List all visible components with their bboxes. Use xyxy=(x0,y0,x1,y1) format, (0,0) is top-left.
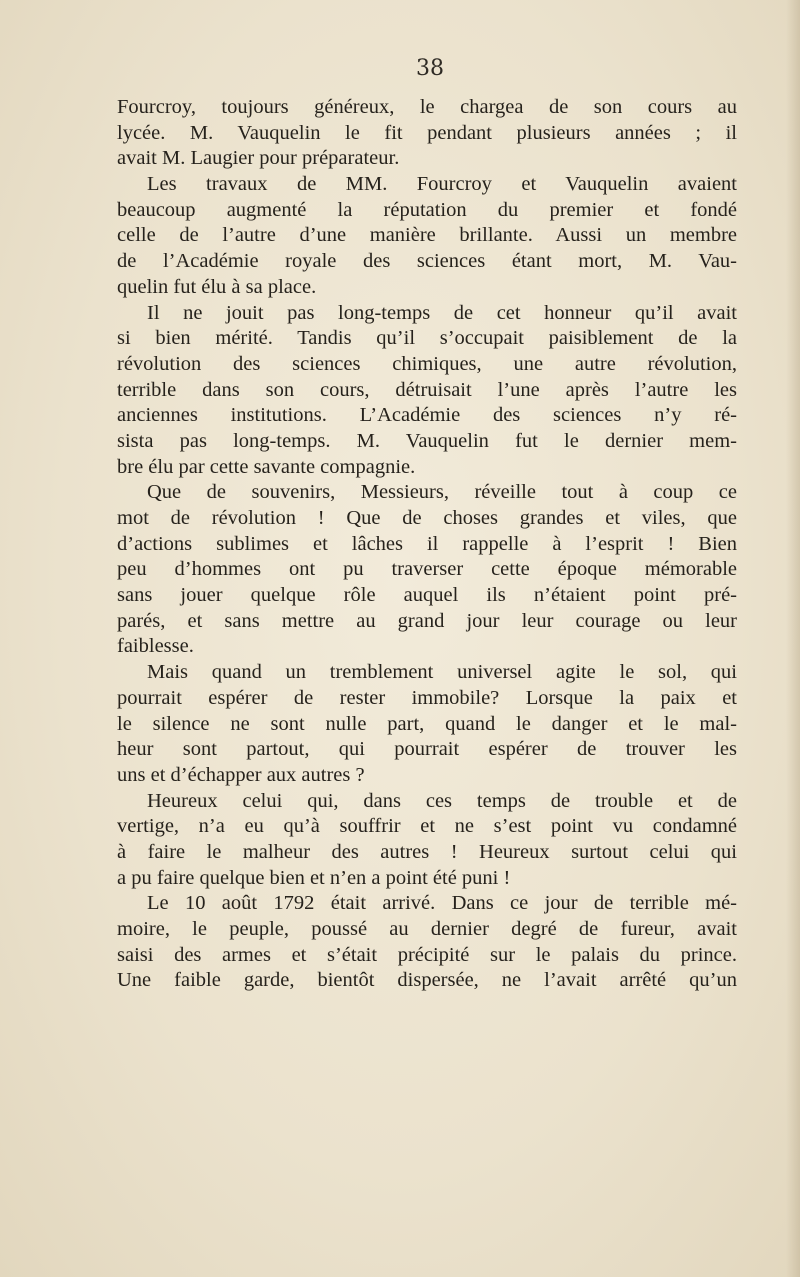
text-line: beaucoup augmenté la réputation du premier et fondé xyxy=(117,198,737,221)
text-line: lycée. M. Vauquelin le fit pendant plusieurs années ; il xyxy=(117,121,737,144)
text-line: Le 10 août 1792 était arrivé. Dans ce jour de terrible mé- xyxy=(147,892,737,915)
text-line: anciennes institutions. L’Académie des sciences n’y ré- xyxy=(117,404,737,427)
text-line: Il ne jouit pas long-temps de cet honneur qu’il avait xyxy=(147,301,737,324)
text-line: si bien mérité. Tandis qu’il s’occupait paisiblement de la xyxy=(117,327,737,350)
text-line: quelin fut élu à sa place. xyxy=(117,275,317,298)
text-line: sista pas long-temps. M. Vauquelin fut le dernier mem- xyxy=(117,429,737,452)
text-line: révolution des sciences chimiques, une autre révolution, xyxy=(117,352,737,375)
page-number: 38 xyxy=(416,56,444,81)
text-line: terrible dans son cours, détruisait l’une après l’autre les xyxy=(117,378,737,401)
text-line: peu d’hommes ont pu traverser cette époque mémorable xyxy=(117,558,737,581)
text-line: Que de souvenirs, Messieurs, réveille tout à coup ce xyxy=(147,481,737,504)
text-line: à faire le malheur des autres ! Heureux surtout celui qui xyxy=(117,840,737,863)
text-line: Heureux celui qui, dans ces temps de trouble et de xyxy=(147,789,737,812)
text-line: celle de l’autre d’une manière brillante. Aussi un membre xyxy=(117,224,737,247)
text-line: Fourcroy, toujours généreux, le chargea de son cours au xyxy=(117,96,737,118)
text-line: de l’Académie royale des sciences étant mort, M. Vau- xyxy=(117,250,737,273)
body-text xyxy=(117,95,737,994)
text-line: Mais quand un tremblement universel agite le sol, qui xyxy=(147,661,737,684)
text-line: le silence ne sont nulle part, quand le danger et le mal- xyxy=(117,712,737,735)
text-line: vertige, n’a eu qu’à souffrir et ne s’est point vu condamné xyxy=(117,815,737,838)
text-line: d’actions sublimes et lâches il rappelle à l’esprit ! Bien xyxy=(117,532,737,555)
text-line: Une faible garde, bientôt dispersée, ne l’avait arrêté qu’un xyxy=(117,969,737,992)
text-line: faiblesse. xyxy=(117,635,194,658)
text-line: Les travaux de MM. Fourcroy et Vauquelin avaient xyxy=(147,173,737,196)
text-line: parés, et sans mettre au grand jour leur courage ou leur xyxy=(117,609,737,632)
text-line: a pu faire quelque bien et n’en a point été puni ! xyxy=(117,866,511,889)
text-line: avait M. Laugier pour préparateur. xyxy=(117,147,400,170)
text-line: saisi des armes et s’était précipité sur le palais du prince. xyxy=(117,943,737,966)
page-edge-shadow xyxy=(786,0,800,1277)
text-line: pourrait espérer de rester immobile? Lorsque la paix et xyxy=(117,686,737,709)
text-line: moire, le peuple, poussé au dernier degré de fureur, avait xyxy=(117,918,737,940)
text-line: heur sont partout, qui pourrait espérer de trouver les xyxy=(117,738,737,761)
text-line: bre élu par cette savante compagnie. xyxy=(117,455,416,478)
text-line: uns et d’échapper aux autres ? xyxy=(117,763,365,786)
text-line: mot de révolution ! Que de choses grandes et viles, que xyxy=(117,507,737,529)
text-line: sans jouer quelque rôle auquel ils n’étaient point pré- xyxy=(117,584,737,607)
